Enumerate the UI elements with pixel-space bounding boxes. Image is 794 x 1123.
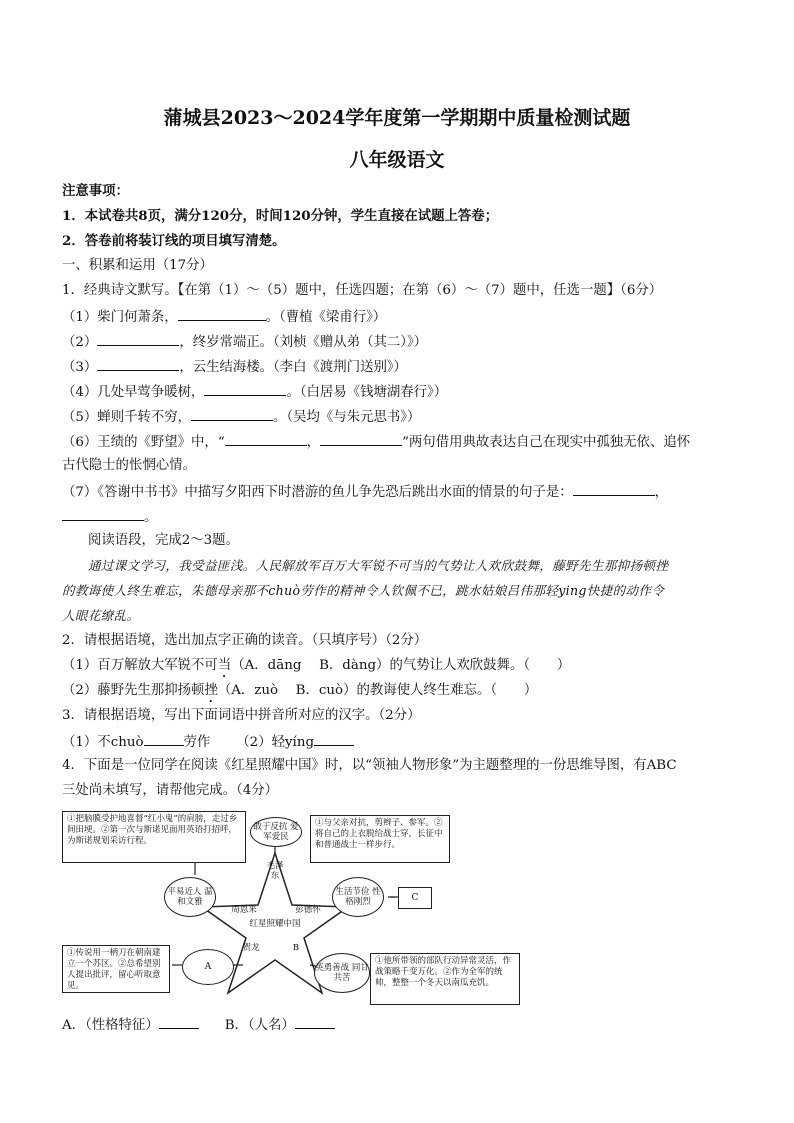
answer-blank[interactable] (144, 732, 184, 746)
q1-line-6-text-b: ， (306, 435, 321, 450)
q1-stem: 1．经典诗文默写。【在第（1）～（5）题中，任选四题；在第（6）～（7）题中，任选一题】（6分） (62, 283, 663, 298)
answer-blank-b[interactable] (295, 1015, 335, 1029)
q3-item-1-text: （1）不chuò (62, 735, 144, 750)
dotted-character: 当 (217, 658, 232, 673)
q4-answer-line (62, 1015, 335, 1035)
exam-subtitle: 八年级语文 (349, 149, 445, 171)
answer-blank[interactable] (573, 482, 655, 496)
answer-blank[interactable] (314, 732, 354, 746)
answer-blank[interactable] (191, 407, 273, 421)
q2-line-2-text-b: （A．zuò B．cuò）的教诲使人终生难忘。（ ） (217, 683, 538, 698)
mind-map-box-top-left: ①把脑膜受护地喜督“红小鬼”的肩膀，走过乡间田埂。②第一次与斯诺见面用英语打招呼，为斯诺规划采访行程。 (62, 811, 246, 863)
answer-blank[interactable] (225, 432, 307, 446)
answer-blank-a[interactable] (159, 1015, 199, 1029)
star-label-bottom-right: B (292, 943, 300, 953)
q1-line-4-text-a: （4）几处早莺争暖树， (62, 385, 205, 400)
mind-map (60, 805, 520, 1015)
answer-blank[interactable] (178, 307, 266, 321)
q1-line-5-text-a: （5）蝉则千转不穷， (62, 410, 192, 425)
q1-line-2 (62, 332, 427, 352)
reading-intro: 阅读语段，完成2～3题。 (88, 533, 239, 548)
reading-passage-line-2: 的教诲使人终生难忘，朱德母亲那不chuò劳作的精神令人钦佩不已，跳水姑娘吕伟那轻ying快捷的动作令 (62, 583, 665, 598)
star-label-bottom-left: 贺龙 (242, 943, 260, 953)
star-label-center: 红星照耀中国 (249, 919, 301, 929)
reading-passage-line-3: 人眼花缭乱。 (62, 608, 140, 623)
q4-answer-a-label: A．（性格特征） (62, 1018, 159, 1033)
notice-heading: 注意事项： (62, 183, 129, 199)
q1-line-1 (62, 307, 386, 327)
q2-line-2-text-a: （2）藤野先生那抑扬顿 (62, 683, 205, 698)
q1-line-3-text-b: ，云生结海楼。（李白《渡荆门送别》） (179, 360, 407, 375)
q2-line-2 (62, 682, 537, 706)
section-1-heading: 一、积累和运用（17分） (62, 258, 213, 273)
q1-line-1-text-a: （1）柴门何萧条， (62, 310, 178, 325)
q3-item-2-text: （2）轻yíng (236, 735, 315, 750)
q1-line-7 (62, 482, 668, 502)
q1-line-3-text-a: （3） (62, 360, 98, 375)
mind-map-node-left: 平易近人 温和文雅 (164, 877, 216, 917)
answer-blank[interactable] (320, 432, 402, 446)
q1-line-3 (62, 357, 407, 377)
q4-stem-line-2: 三处尚未填写，请帮他完成。（4分） (62, 783, 279, 798)
q2-line-1-text-a: （1）百万解放大军锐不可 (62, 658, 218, 673)
q1-line-6 (62, 432, 690, 452)
mind-map-box-bottom-right: ①他所带领的部队行动异常灵活，作战策略千变万化。②作为全军的统帅，整整一个冬天以南瓜充饥。 (370, 953, 520, 1005)
star-label-left: 周恩来 (231, 905, 257, 915)
star-label-top: 毛泽东 (266, 861, 284, 881)
mind-map-node-a: A (182, 949, 234, 985)
mind-map-node-top: 敢于反抗 爱军爱民 (250, 817, 302, 847)
q1-line-5-text-b: 。（吴均《与朱元思书》） (273, 410, 421, 425)
mind-map-box-bottom-left: ①传说用一柄刀在朝南建立一个苏区。②总希望别人提出批评，留心听取意见。 (62, 945, 170, 993)
notice-item-2: 2．答卷前将装订线的项目填写清楚。 (62, 233, 286, 249)
mind-map-box-c: C (398, 887, 432, 909)
mind-map-box-top-right: ①与父亲对抗，剪辫子、参军。②将自己的上衣脱给战士穿，长征中和普通战士一样步行。 (310, 815, 450, 863)
reading-passage-line-1: 通过课文学习，我受益匪浅。人民解放军百万大军锐不可当的气势让人欢欣鼓舞，藤野先生那抑扬顿挫 (88, 558, 669, 573)
mind-map-node-bottom-right: 英勇善战 同甘共苦 (314, 953, 370, 993)
answer-blank[interactable] (97, 332, 179, 346)
answer-blank[interactable] (62, 507, 144, 521)
answer-blank[interactable] (97, 357, 179, 371)
mind-map-node-right: 生活节俭 性格刚烈 (332, 877, 384, 917)
notice-item-1: 1．本试卷共8页，满分120分，时间120分钟，学生直接在试题上答卷； (62, 208, 499, 224)
q1-line-2-text-a: （2） (62, 335, 98, 350)
q1-line-7-text-b: ， (654, 485, 669, 500)
q1-line-6-text-c: ”两句借用典故表达自己在现实中孤独无依、追怀 (402, 435, 691, 450)
q1-line-4-text-b: 。（白居易《钱塘湖春行》） (286, 385, 448, 400)
q2-stem: 2．请根据语境，选出加点字正确的读音。（只填序号）（2分） (62, 633, 428, 648)
q1-line-6-cont: 古代隐士的怅惘心情。 (62, 458, 196, 473)
star-label-right: 彭德怀 (295, 905, 321, 915)
q1-line-7-cont (62, 507, 157, 527)
exam-title: 蒲城县2023～2024学年度第一学期期中质量检测试题 (163, 107, 631, 129)
q3-stem: 3．请根据语境，写出下面词语中拼音所对应的汉字。（2分） (62, 708, 421, 723)
q1-line-4 (62, 382, 447, 402)
answer-blank[interactable] (204, 382, 286, 396)
q4-stem-line-1: 4．下面是一位同学在阅读《红星照耀中国》时，以“领袖人物形象”为主题整理的一份思维导图，有ABC (62, 758, 677, 773)
q1-line-2-text-b: ，终岁常端正。（刘桢《赠从弟（其二）》） (179, 335, 428, 350)
q1-line-6-text-a: （6）王绩的《野望》中，“ (62, 435, 225, 450)
q4-answer-b-label: B．（人名） (224, 1018, 295, 1033)
dotted-character: 挫 (204, 683, 218, 698)
q1-line-7-text-a: （7）《答谢中书书》中描写夕阳西下时潜游的鱼儿争先恐后跳出水面的情景的句子是： (62, 485, 573, 500)
q2-line-1-text-b: （A．dāng B．dàng）的气势让人欢欣鼓舞。（ ） (231, 658, 571, 673)
q1-line-5 (62, 407, 420, 427)
q1-line-7-text-c: 。 (144, 510, 158, 525)
q3-line (62, 732, 354, 752)
q1-line-1-text-b: 。（曹植《梁甫行》） (265, 310, 387, 325)
q2-line-1 (62, 657, 570, 681)
q3-item-1-text-b: 劳作 (183, 735, 211, 750)
